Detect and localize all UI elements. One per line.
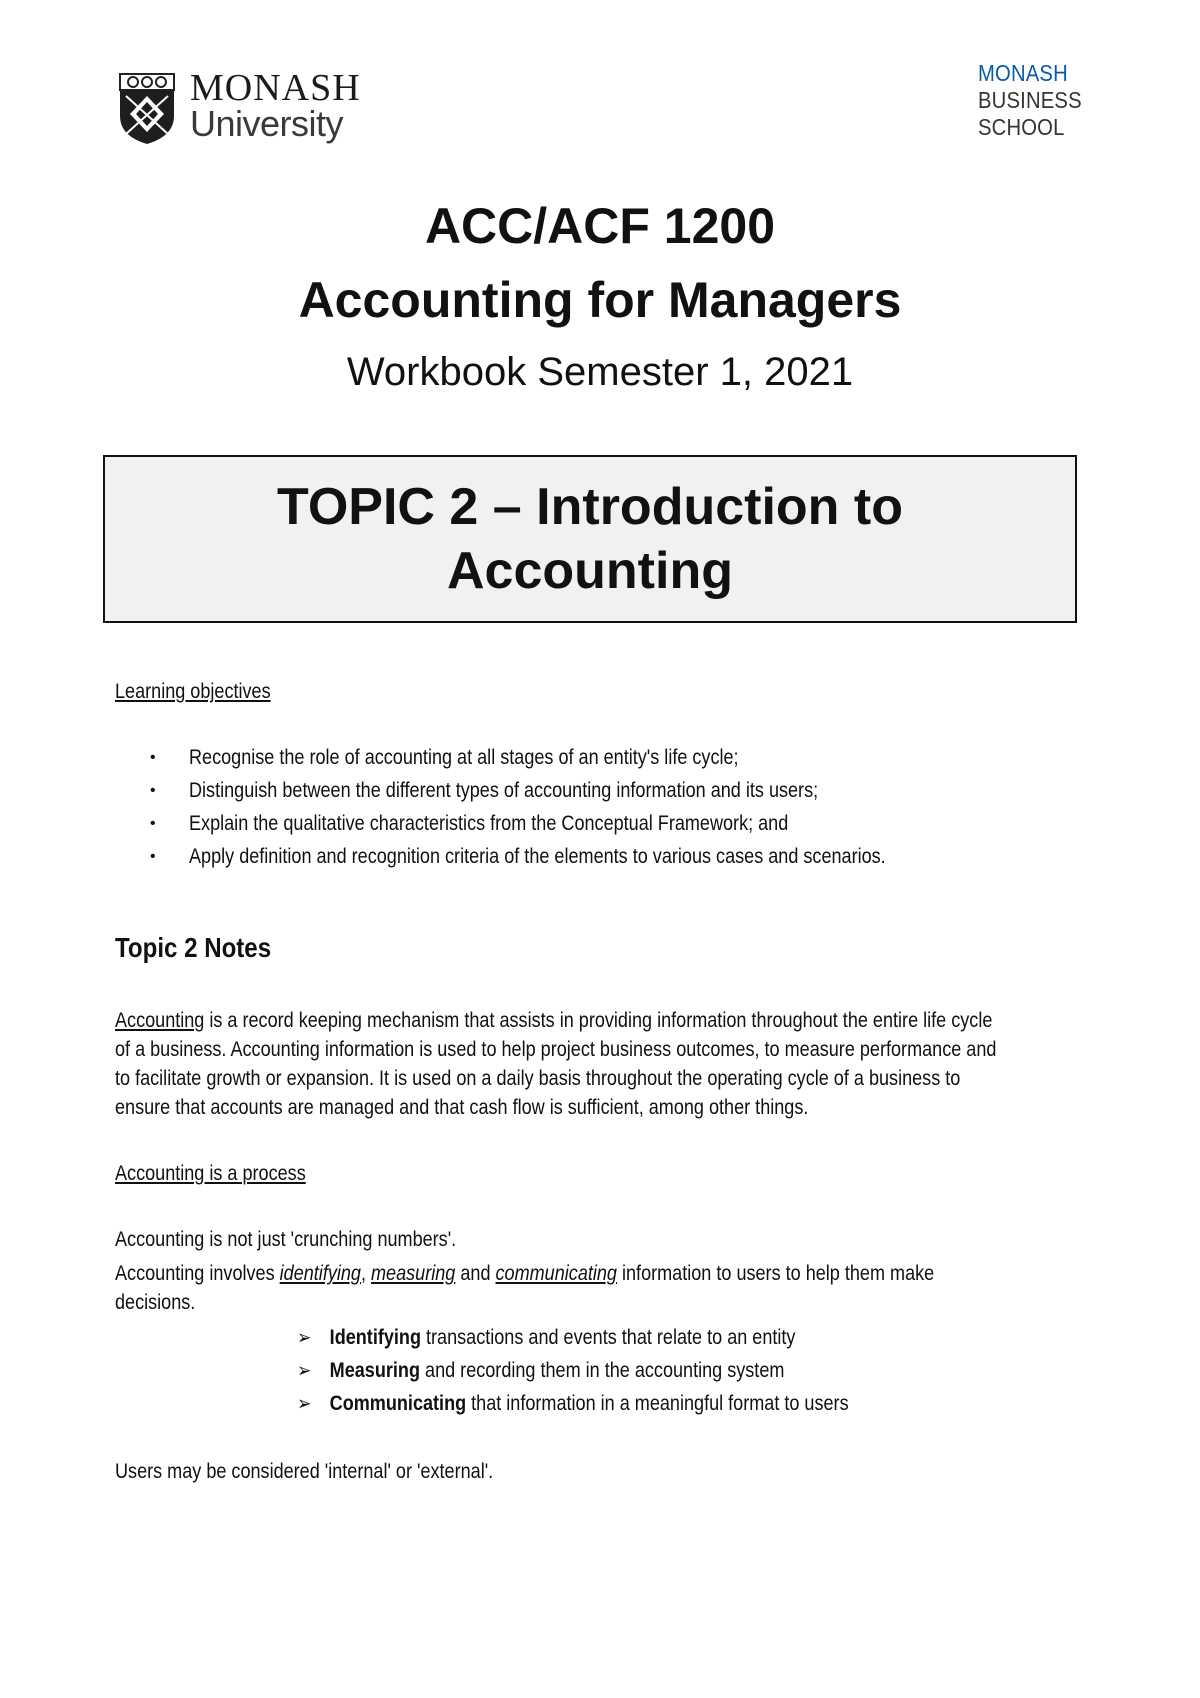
school-line-school: SCHOOL: [978, 114, 1065, 140]
school-line-business: BUSINESS: [978, 87, 1082, 113]
step-text: that information in a meaningful format to users: [466, 1392, 849, 1415]
title-block: [0, 196, 1200, 396]
bullet-icon: •: [150, 815, 156, 832]
paragraph-line: ensure that accounts are managed and that cash flow is sufficient, among other things.: [115, 1096, 809, 1119]
monash-university-logo: [118, 64, 378, 154]
topic-title: TOPIC 2 – Introduction to Accounting: [277, 478, 903, 600]
identifying-term: identifying: [279, 1262, 361, 1285]
step-keyword: Measuring: [329, 1359, 421, 1382]
involves-line: [115, 1262, 934, 1286]
step-keyword: Identifying: [329, 1326, 421, 1349]
bullet-icon: •: [150, 848, 156, 865]
step-keyword: Communicating: [329, 1392, 467, 1415]
topic-banner: [103, 455, 1077, 623]
logo-wordmark-university: University: [190, 103, 344, 144]
involves-and: and: [455, 1262, 496, 1285]
list-item: [297, 1391, 849, 1424]
bullet-icon: •: [150, 749, 156, 766]
objective-text: Explain the qualitative characteristics from the Conceptual Framework; and: [189, 812, 789, 835]
step-text: transactions and events that relate to an entity: [420, 1326, 796, 1349]
involves-comma: ,: [360, 1262, 372, 1285]
measuring-term: measuring: [371, 1262, 456, 1285]
notes-heading: Topic 2 Notes: [115, 932, 272, 963]
logo-wordmark-monash: MONASH: [190, 67, 361, 109]
involves-suffix: information to users to help them make: [616, 1262, 935, 1285]
course-name: Accounting for Managers: [298, 272, 902, 328]
arrow-bullet-icon: ➢: [297, 1393, 312, 1415]
course-code: ACC/ACF 1200: [424, 198, 776, 254]
business-school-logo: [978, 60, 1082, 141]
paragraph-line-text: is a record keeping mechanism that assists in providing information throughout the entire life cycle: [204, 1009, 993, 1032]
objective-text: Apply definition and recognition criteria of the elements to various cases and scenarios.: [189, 845, 886, 868]
objective-text: Recognise the role of accounting at all stages of an entity's life cycle;: [189, 746, 739, 769]
objective-text: Distinguish between the different types of accounting information and its users;: [189, 779, 819, 802]
arrow-bullet-icon: ➢: [297, 1360, 312, 1382]
workbook-subtitle: Workbook Semester 1, 2021: [346, 350, 854, 394]
step-text: and recording them in the accounting system: [420, 1359, 785, 1382]
accounting-term: Accounting: [115, 1009, 205, 1032]
process-steps-list: [297, 1325, 938, 1424]
involves-line-2: decisions.: [115, 1291, 196, 1314]
university-crest-icon: [118, 72, 176, 146]
learning-objectives-heading: Learning objectives: [115, 680, 271, 703]
arrow-bullet-icon: ➢: [297, 1327, 312, 1349]
paragraph-line: [115, 1008, 1061, 1037]
paragraph-line: to facilitate growth or expansion. It is used on a daily basis throughout the operating cycle of a business to: [115, 1067, 961, 1090]
communicating-term: communicating: [495, 1262, 617, 1285]
involves-prefix: Accounting involves: [115, 1262, 280, 1285]
school-line-monash: MONASH: [978, 60, 1068, 86]
bullet-icon: •: [150, 782, 156, 799]
list-item: [297, 1325, 849, 1358]
paragraph-line: of a business. Accounting information is used to help project business outcomes, to measure performance and: [115, 1038, 997, 1061]
list-item: [297, 1358, 849, 1391]
process-heading: Accounting is a process: [115, 1162, 306, 1185]
accounting-definition-paragraph: [115, 1008, 1200, 1124]
not-just-numbers-text: Accounting is not just 'crunching numbers'.: [115, 1228, 457, 1251]
users-text: Users may be considered 'internal' or 'external'.: [115, 1460, 494, 1483]
